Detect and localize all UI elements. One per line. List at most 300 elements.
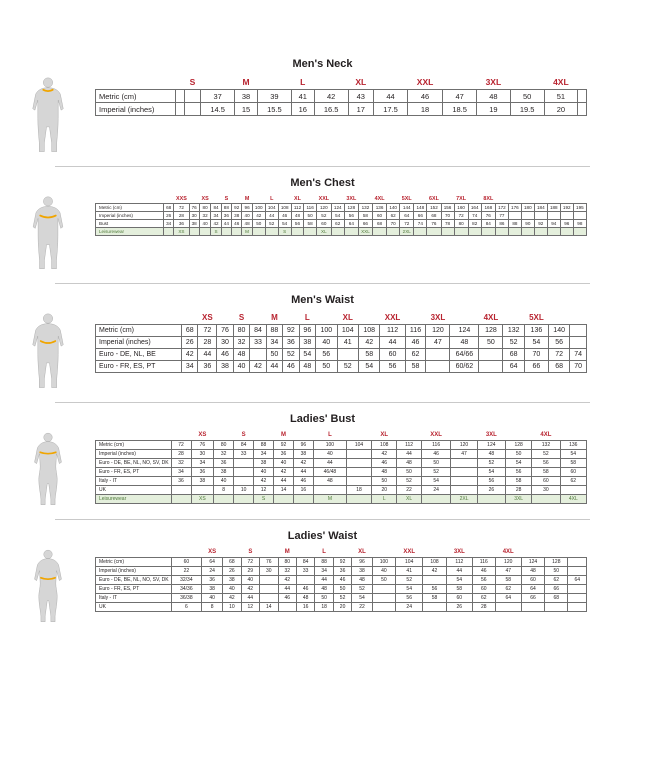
table-cell	[234, 468, 254, 477]
size-header-cell: M	[280, 432, 286, 438]
section-neck	[0, 0, 645, 167]
table-cell: XL	[397, 495, 422, 504]
table-cell: 188	[547, 204, 560, 212]
row-label: Italy - IT	[96, 477, 172, 486]
table-cell: 100	[372, 558, 395, 567]
table-cell	[479, 361, 503, 373]
size-header-cell	[316, 312, 337, 325]
table-cell: 98	[573, 220, 586, 228]
size-header-cell	[397, 431, 422, 441]
table-cell: 36	[214, 459, 234, 468]
size-header-cell	[560, 195, 573, 204]
table-cell: 46	[283, 361, 299, 373]
row-label: Imperial (inches)	[96, 567, 172, 576]
table-cell	[568, 567, 587, 576]
table-cell: M	[242, 228, 252, 236]
row-label: Euro - DE, BE, NL, NO, SV, DK	[96, 459, 172, 468]
table-cell: 56	[548, 337, 569, 349]
table-cell: 52	[337, 361, 358, 373]
table-cell	[451, 477, 477, 486]
table-row	[96, 594, 587, 603]
table-cell: 38	[352, 567, 372, 576]
size-header-cell: S	[238, 313, 245, 322]
size-header-cell: 6XL	[428, 195, 439, 202]
size-header-cell: XXS	[176, 195, 187, 202]
size-header-cell: L	[270, 195, 274, 202]
size-table-wrapper	[95, 195, 645, 236]
table-cell: 112	[291, 204, 304, 212]
table-cell: 90	[521, 220, 534, 228]
table-cell: 40	[199, 220, 210, 228]
table-cell	[293, 495, 313, 504]
table-cell	[545, 603, 568, 612]
table-cell: 64	[344, 220, 358, 228]
size-header-cell: XS	[208, 549, 217, 555]
table-cell	[346, 495, 371, 504]
table-cell: 44	[266, 361, 282, 373]
table-cell: 3XL	[506, 495, 532, 504]
table-cell: 30	[217, 337, 233, 349]
size-header-spacer	[96, 312, 182, 325]
size-header-cell: XL	[294, 195, 301, 202]
table-cell	[296, 576, 314, 585]
table-cell: 38	[217, 361, 233, 373]
table-cell: 26	[446, 603, 472, 612]
table-cell: 60	[171, 558, 202, 567]
size-header-cell	[214, 431, 234, 441]
table-cell	[372, 603, 395, 612]
table-cell: 108	[278, 204, 291, 212]
table-cell: 58	[358, 212, 372, 220]
table-cell: 54	[278, 220, 291, 228]
size-header-cell: 7XL	[456, 195, 467, 202]
table-cell: 34/36	[171, 585, 202, 594]
table-cell: 68	[164, 204, 174, 212]
size-header-cell: XXL	[416, 77, 434, 87]
table-cell: 52	[532, 450, 560, 459]
table-cell: 140	[548, 325, 569, 337]
table-cell: 36	[221, 212, 231, 220]
table-row	[96, 468, 587, 477]
table-cell: 42	[372, 450, 397, 459]
size-header-cell	[331, 195, 344, 204]
size-header-cell	[232, 195, 242, 204]
table-cell: 44	[293, 468, 313, 477]
row-label: Euro - FR, ES, PT	[96, 468, 172, 477]
table-cell	[534, 212, 547, 220]
table-cell: 46	[407, 90, 442, 103]
row-label: Italy - IT	[96, 594, 172, 603]
table-cell: 30	[260, 567, 278, 576]
section-chest	[0, 167, 645, 284]
table-row	[96, 441, 587, 450]
table-cell: 17	[348, 103, 374, 116]
table-cell: 104	[265, 204, 278, 212]
size-header-cell	[443, 76, 477, 90]
table-cell: 88	[315, 558, 333, 567]
table-cell: 47	[495, 567, 521, 576]
size-header-cell: XXL	[318, 195, 330, 202]
table-cell	[508, 212, 521, 220]
size-header-cell	[374, 76, 408, 90]
table-cell	[578, 90, 587, 103]
table-cell: 22	[171, 567, 202, 576]
table-cell: 144	[400, 204, 414, 212]
size-header-cell: XS	[201, 195, 209, 202]
table-cell	[346, 477, 371, 486]
table-cell: 14	[274, 486, 294, 495]
table-cell: S	[278, 228, 291, 236]
size-header-cell: L	[328, 432, 332, 438]
size-header-cell	[358, 195, 372, 204]
row-label: Metric (cm)	[96, 90, 176, 103]
size-header-cell	[423, 548, 446, 558]
size-header-cell	[258, 76, 292, 90]
size-table-wrapper	[95, 548, 645, 612]
row-label: Leisurewear	[96, 228, 164, 236]
table-cell: 51	[544, 90, 578, 103]
table-cell: 44	[241, 594, 259, 603]
table-cell	[521, 228, 534, 236]
row-label: Imperial (inches)	[96, 337, 182, 349]
table-cell: 40	[372, 567, 395, 576]
table-cell: 88	[508, 220, 521, 228]
table-cell: XS	[174, 228, 189, 236]
size-table	[95, 195, 587, 236]
table-cell: 70	[524, 349, 548, 361]
table-row	[96, 204, 587, 212]
table-cell: 33	[250, 337, 266, 349]
table-cell: 44	[380, 337, 405, 349]
table-row	[96, 459, 587, 468]
table-cell: 74	[570, 349, 587, 361]
section-body	[0, 312, 645, 392]
size-header-cell	[506, 431, 532, 441]
table-cell: 56	[316, 349, 337, 361]
table-cell: 46	[333, 576, 351, 585]
row-label: Bust	[96, 220, 164, 228]
table-cell: 38	[214, 468, 234, 477]
table-cell	[252, 228, 265, 236]
size-header-cell	[545, 548, 568, 558]
table-cell: 48	[315, 585, 333, 594]
table-cell: 132	[503, 325, 524, 337]
size-header-cell: 8XL	[483, 195, 494, 202]
size-table	[95, 431, 587, 504]
table-cell: 64/66	[450, 349, 479, 361]
table-cell: 104	[337, 325, 358, 337]
table-cell	[171, 495, 191, 504]
table-cell: 50	[397, 468, 422, 477]
size-header-cell: S	[241, 432, 246, 438]
table-cell: 8	[214, 486, 234, 495]
table-cell: 82	[468, 220, 481, 228]
size-header-cell: XL	[380, 432, 389, 438]
table-cell: 18	[346, 486, 371, 495]
figure-male-front-waist-highlight	[0, 312, 95, 392]
table-cell	[331, 228, 344, 236]
row-label: Euro - DE, BE, NL, NO, SV, DK	[96, 576, 172, 585]
table-cell: 48	[521, 567, 544, 576]
table-cell: 46	[472, 567, 495, 576]
table-cell: 48	[291, 212, 304, 220]
size-header-cell	[223, 548, 241, 558]
table-cell: 50	[252, 220, 265, 228]
table-cell: 26	[477, 486, 505, 495]
size-header-cell	[211, 195, 221, 204]
table-cell: 36	[333, 567, 351, 576]
table-cell: 92	[232, 204, 242, 212]
table-cell	[234, 477, 254, 486]
table-cell: 50	[315, 594, 333, 603]
section-body	[0, 76, 645, 156]
table-row	[96, 212, 587, 220]
table-cell	[426, 349, 450, 361]
table-cell: 48	[299, 361, 315, 373]
table-cell: 60	[532, 477, 560, 486]
table-cell: 32	[278, 567, 296, 576]
table-cell: 50	[510, 90, 544, 103]
table-cell: 120	[451, 441, 477, 450]
table-cell: 42	[211, 220, 221, 228]
table-cell: 52	[283, 349, 299, 361]
table-cell: 120	[495, 558, 521, 567]
size-header-row	[96, 195, 587, 204]
table-cell: 50	[506, 450, 532, 459]
size-header-cell: 3XL	[430, 313, 446, 322]
table-row	[96, 450, 587, 459]
size-header-cell: M	[284, 549, 290, 555]
table-cell: 128	[545, 558, 568, 567]
table-cell: 70	[570, 361, 587, 373]
table-cell: 52	[477, 459, 505, 468]
table-cell: 54	[560, 450, 586, 459]
table-cell: XS	[191, 495, 214, 504]
table-cell: 16	[296, 603, 314, 612]
size-header-cell: 4XL	[553, 77, 569, 87]
table-cell: 42	[241, 585, 259, 594]
table-cell	[534, 228, 547, 236]
table-row	[96, 325, 587, 337]
size-header-row	[96, 431, 587, 441]
table-cell: 96	[293, 441, 313, 450]
size-table-wrapper	[95, 76, 645, 116]
table-cell: 74	[468, 212, 481, 220]
table-cell: 36	[174, 220, 189, 228]
table-cell	[468, 228, 481, 236]
table-cell: 58	[405, 361, 426, 373]
table-cell: 164	[468, 204, 481, 212]
table-cell: 48	[313, 477, 346, 486]
table-cell: 46	[217, 349, 233, 361]
table-cell: 180	[521, 204, 534, 212]
table-row	[96, 337, 587, 349]
body-figure	[19, 431, 77, 509]
table-cell: 17.5	[374, 103, 408, 116]
section-body	[0, 195, 645, 273]
row-label: Metric (cm)	[96, 325, 182, 337]
table-cell: 58	[446, 585, 472, 594]
table-cell: 44	[446, 567, 472, 576]
table-cell: 48	[242, 220, 252, 228]
size-header-cell	[283, 312, 299, 325]
table-cell	[278, 603, 296, 612]
size-header-cell: S	[248, 549, 253, 555]
size-header-cell: 3XL	[485, 432, 497, 438]
table-cell: 168	[481, 204, 495, 212]
table-cell: 44	[198, 349, 217, 361]
table-cell: 50	[372, 576, 395, 585]
table-cell: 24	[421, 486, 451, 495]
table-cell: 80	[214, 441, 234, 450]
size-header-cell: 4XL	[374, 195, 385, 202]
table-cell: 34	[182, 361, 198, 373]
table-cell: 20	[544, 103, 578, 116]
table-cell	[191, 486, 214, 495]
size-header-cell	[358, 312, 379, 325]
table-cell: 42	[223, 594, 241, 603]
table-row	[96, 558, 587, 567]
table-cell: 48	[296, 594, 314, 603]
table-cell: 62	[405, 349, 426, 361]
table-cell: 77	[495, 212, 508, 220]
table-cell	[291, 228, 304, 236]
table-cell: 10	[234, 486, 254, 495]
table-cell	[451, 486, 477, 495]
table-cell: 116	[421, 441, 451, 450]
table-cell: 46	[278, 594, 296, 603]
body-figure	[18, 312, 78, 392]
table-cell: 16.5	[314, 103, 348, 116]
table-cell: 28	[472, 603, 495, 612]
table-cell: 42	[293, 459, 313, 468]
table-cell: 120	[316, 204, 331, 212]
table-cell: 52	[503, 337, 524, 349]
table-cell: 36	[202, 576, 223, 585]
table-cell: 92	[283, 325, 299, 337]
table-cell	[477, 495, 505, 504]
row-label: UK	[96, 486, 172, 495]
size-header-cell	[250, 312, 266, 325]
table-cell: 46	[296, 585, 314, 594]
table-cell: 4XL	[560, 495, 586, 504]
table-cell: 62	[560, 477, 586, 486]
table-cell: 36/38	[171, 594, 202, 603]
table-cell: 50	[372, 477, 397, 486]
table-cell: 22	[397, 486, 422, 495]
size-table-wrapper	[95, 431, 645, 504]
table-cell: 22	[352, 603, 372, 612]
table-cell: 152	[427, 204, 441, 212]
table-cell	[414, 228, 427, 236]
size-header-spacer	[96, 195, 164, 204]
table-cell	[304, 228, 317, 236]
table-cell: 38	[235, 90, 258, 103]
table-cell: 58	[423, 594, 446, 603]
table-cell: 76	[189, 204, 199, 212]
size-header-cell: XS	[202, 313, 213, 322]
table-cell: 20	[333, 603, 351, 612]
table-cell: 48	[372, 468, 397, 477]
table-cell: 28	[198, 337, 217, 349]
size-header-cell: 3XL	[485, 77, 502, 87]
table-cell: 116	[304, 204, 317, 212]
table-cell: 80	[278, 558, 296, 567]
size-header-cell: XXL	[430, 432, 442, 438]
table-cell: 42	[314, 90, 348, 103]
body-figure	[19, 548, 77, 626]
size-header-cell	[405, 312, 426, 325]
size-header-cell	[534, 195, 547, 204]
table-row	[96, 349, 587, 361]
table-cell	[176, 103, 185, 116]
table-cell: 6	[171, 603, 202, 612]
figure-female-front-bust-highlight	[0, 431, 95, 509]
table-cell	[532, 495, 560, 504]
table-cell: 88	[266, 325, 282, 337]
table-cell: 86	[495, 220, 508, 228]
table-cell	[372, 585, 395, 594]
table-cell: 156	[441, 204, 454, 212]
table-cell: 38	[254, 459, 274, 468]
size-header-cell	[260, 548, 278, 558]
table-cell: 58	[560, 459, 586, 468]
table-cell	[560, 486, 586, 495]
table-cell: 195	[573, 204, 586, 212]
size-header-cell: XL	[342, 313, 353, 322]
table-cell: 96	[299, 325, 315, 337]
table-cell: 12	[254, 486, 274, 495]
table-cell: 68	[182, 325, 198, 337]
section-bust	[0, 403, 645, 520]
table-cell: 40	[241, 576, 259, 585]
table-cell: 56	[423, 585, 446, 594]
table-cell	[573, 228, 586, 236]
table-cell: 46	[421, 450, 451, 459]
table-cell: 56	[344, 212, 358, 220]
table-cell: 50	[479, 337, 503, 349]
size-header-cell	[189, 195, 199, 204]
table-cell: 20	[372, 486, 397, 495]
row-label: Imperial (inches)	[96, 212, 164, 220]
table-cell: 172	[495, 204, 508, 212]
table-cell: 15	[235, 103, 258, 116]
table-cell: 44	[374, 90, 408, 103]
table-cell: 88	[254, 441, 274, 450]
table-cell: 48	[352, 576, 372, 585]
size-header-cell	[503, 312, 524, 325]
table-cell: 128	[344, 204, 358, 212]
table-cell: 72	[241, 558, 259, 567]
table-cell: 46	[232, 220, 242, 228]
table-cell	[560, 212, 573, 220]
size-header-cell: XL	[355, 77, 367, 87]
table-cell: 132	[532, 441, 560, 450]
size-header-cell	[252, 195, 265, 204]
table-cell: 176	[508, 204, 521, 212]
table-cell: 42	[254, 477, 274, 486]
size-header-cell: L	[304, 313, 310, 322]
table-cell: 66	[524, 361, 548, 373]
size-header-cell	[314, 76, 348, 90]
body-figure	[18, 195, 78, 273]
size-header-row	[96, 312, 587, 325]
size-table-wrapper	[95, 312, 645, 373]
table-cell: 24	[202, 567, 223, 576]
section-body	[0, 431, 645, 509]
table-cell: 116	[472, 558, 495, 567]
size-header-cell	[387, 195, 400, 204]
